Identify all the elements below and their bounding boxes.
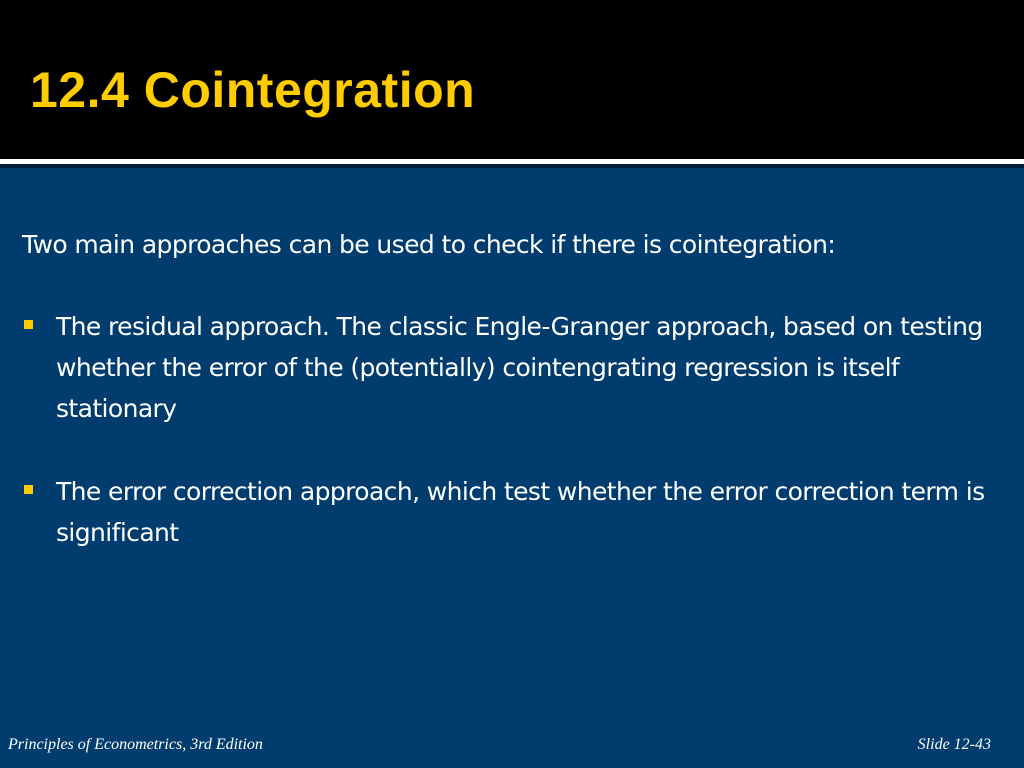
title-divider-shadow <box>0 164 1024 168</box>
square-bullet-icon <box>24 485 33 494</box>
slide-title: 12.4 Cointegration <box>30 62 476 118</box>
square-bullet-icon <box>24 320 33 329</box>
bullet-item <box>22 306 1002 429</box>
bullet-item <box>22 471 1002 553</box>
bullet-text: The error correction approach, which test whether the error correction term is significant <box>56 477 985 547</box>
bullet-text: The residual approach. The classic Engle-Granger approach, based on testing whether the error of the (potentially) cointengrating regression is itself stationary <box>56 312 983 423</box>
footer-book-title: Principles of Econometrics, 3rd Edition <box>8 736 263 753</box>
intro-text: Two main approaches can be used to check if there is cointegration: <box>22 230 836 259</box>
bullet-list <box>22 306 1002 595</box>
title-bar <box>0 0 1024 159</box>
footer-slide-number: Slide 12-43 <box>917 736 991 753</box>
